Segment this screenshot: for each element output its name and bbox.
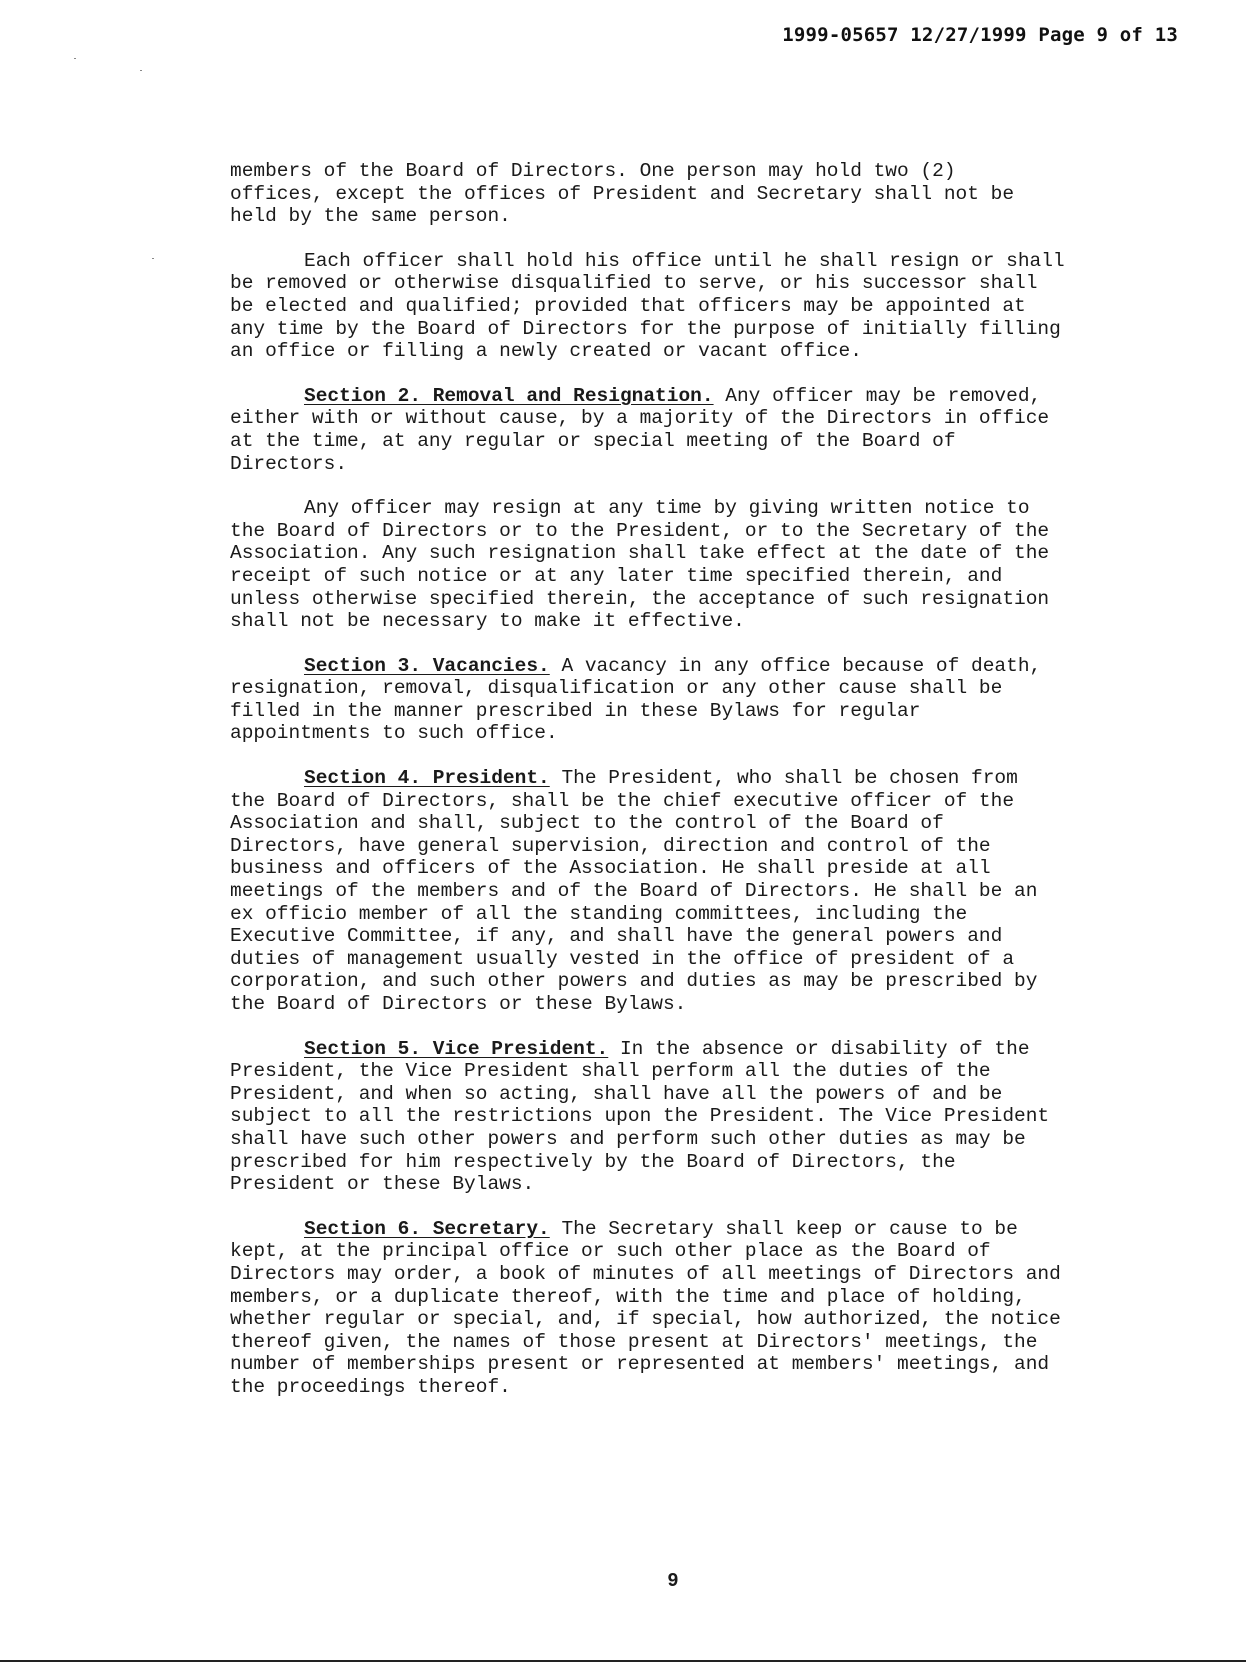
section-6-secretary [230,1218,1130,1399]
section-heading: Section 2. Removal and Resignation. [304,384,714,407]
paragraph-text: members of the Board of Directors. One person may hold two (2) offices, except the offices of President and Secretary shall not be held by the same person. [230,160,1015,228]
section-3-vacancies [230,655,1130,745]
paragraph-officer-term [230,250,1130,363]
section-2-removal-resignation [230,385,1130,475]
section-heading: Section 6. Secretary. [304,1217,550,1240]
paragraph-text: In the absence or disability of the President, the Vice President shall perform all the duties of the President, and when so acting, shall have all the powers of and be subject to all the restrictions upon the President. The Vice President shall have such other powers and perform such other duties as may be prescribed for him respectively by the Board of Directors, the President or these Bylaws. [230,1037,1050,1196]
paragraph-text: The Secretary shall keep or cause to be kept, at the principal office or such other place as the Board of Directors may order, a book of minutes of all meetings of Directors and members, or a duplicate thereof, with the time and place of holding, whether regular or special, and, if special, how authorized, the notice thereof given, the names of those present at Directors' meetings, the number of memberships present or represented at members' meetings, and the proceedings thereof. [230,1217,1061,1398]
section-5-vice-president [230,1038,1130,1196]
paragraph-text: Any officer may be removed, either with or without cause, by a majority of the Directors in office at the time, at any regular or special meeting of the Board of Directors. [230,384,1050,475]
paragraph-text: Any officer may resign at any time by giving written notice to the Board of Directors or to the President, or to the Secretary of the Association. Any such resignation shall take effect at the date of the receipt of such notice or at any later time specified therein, and unless otherwise specified therein, the acceptance of such resignation shall not be necessary to make it effective. [230,497,1050,633]
paragraph-text: Each officer shall hold his office until he shall resign or shall be removed or otherwise disqualified to serve, or his successor shall be elected and qualified; provided that officers may be appointed at any time by the Board of Directors for the purpose of initially filling an office or filling a newly created or vacant office. [230,249,1065,363]
paragraph-resignation [230,497,1130,633]
bottom-scan-edge [0,1660,1246,1662]
paragraph-text: The President, who shall be chosen from the Board of Directors, shall be the chief executive officer of the Association and shall, subject to the control of the Board of Directors, have general supervision, direction and control of the business and officers of the Association. He shall preside at all meetings of the members and of the Board of Directors. He shall be an ex officio member of all the standing committees, including the Executive Committee, if any, and shall have the general powers and duties of management usually vested in the office of president of a corporation, and such other powers and duties as may be prescribed by the Board of Directors or these Bylaws. [230,767,1038,1015]
document-reference-header: 1999-05657 12/27/1999 Page 9 of 13 [782,24,1178,46]
paragraph-text: A vacancy in any office because of death, resignation, removal, disqualification or any other cause shall be filled in the manner prescribed in these Bylaws for regular appointments to such office. [230,654,1042,745]
section-heading: Section 4. President. [304,767,550,790]
section-heading: Section 3. Vacancies. [304,654,550,677]
bylaws-body [230,160,1130,1421]
section-heading: Section 5. Vice President. [304,1037,609,1060]
paragraph-officers-continued [230,160,1130,228]
page-number: 9 [667,1570,679,1592]
section-4-president [230,767,1130,1016]
